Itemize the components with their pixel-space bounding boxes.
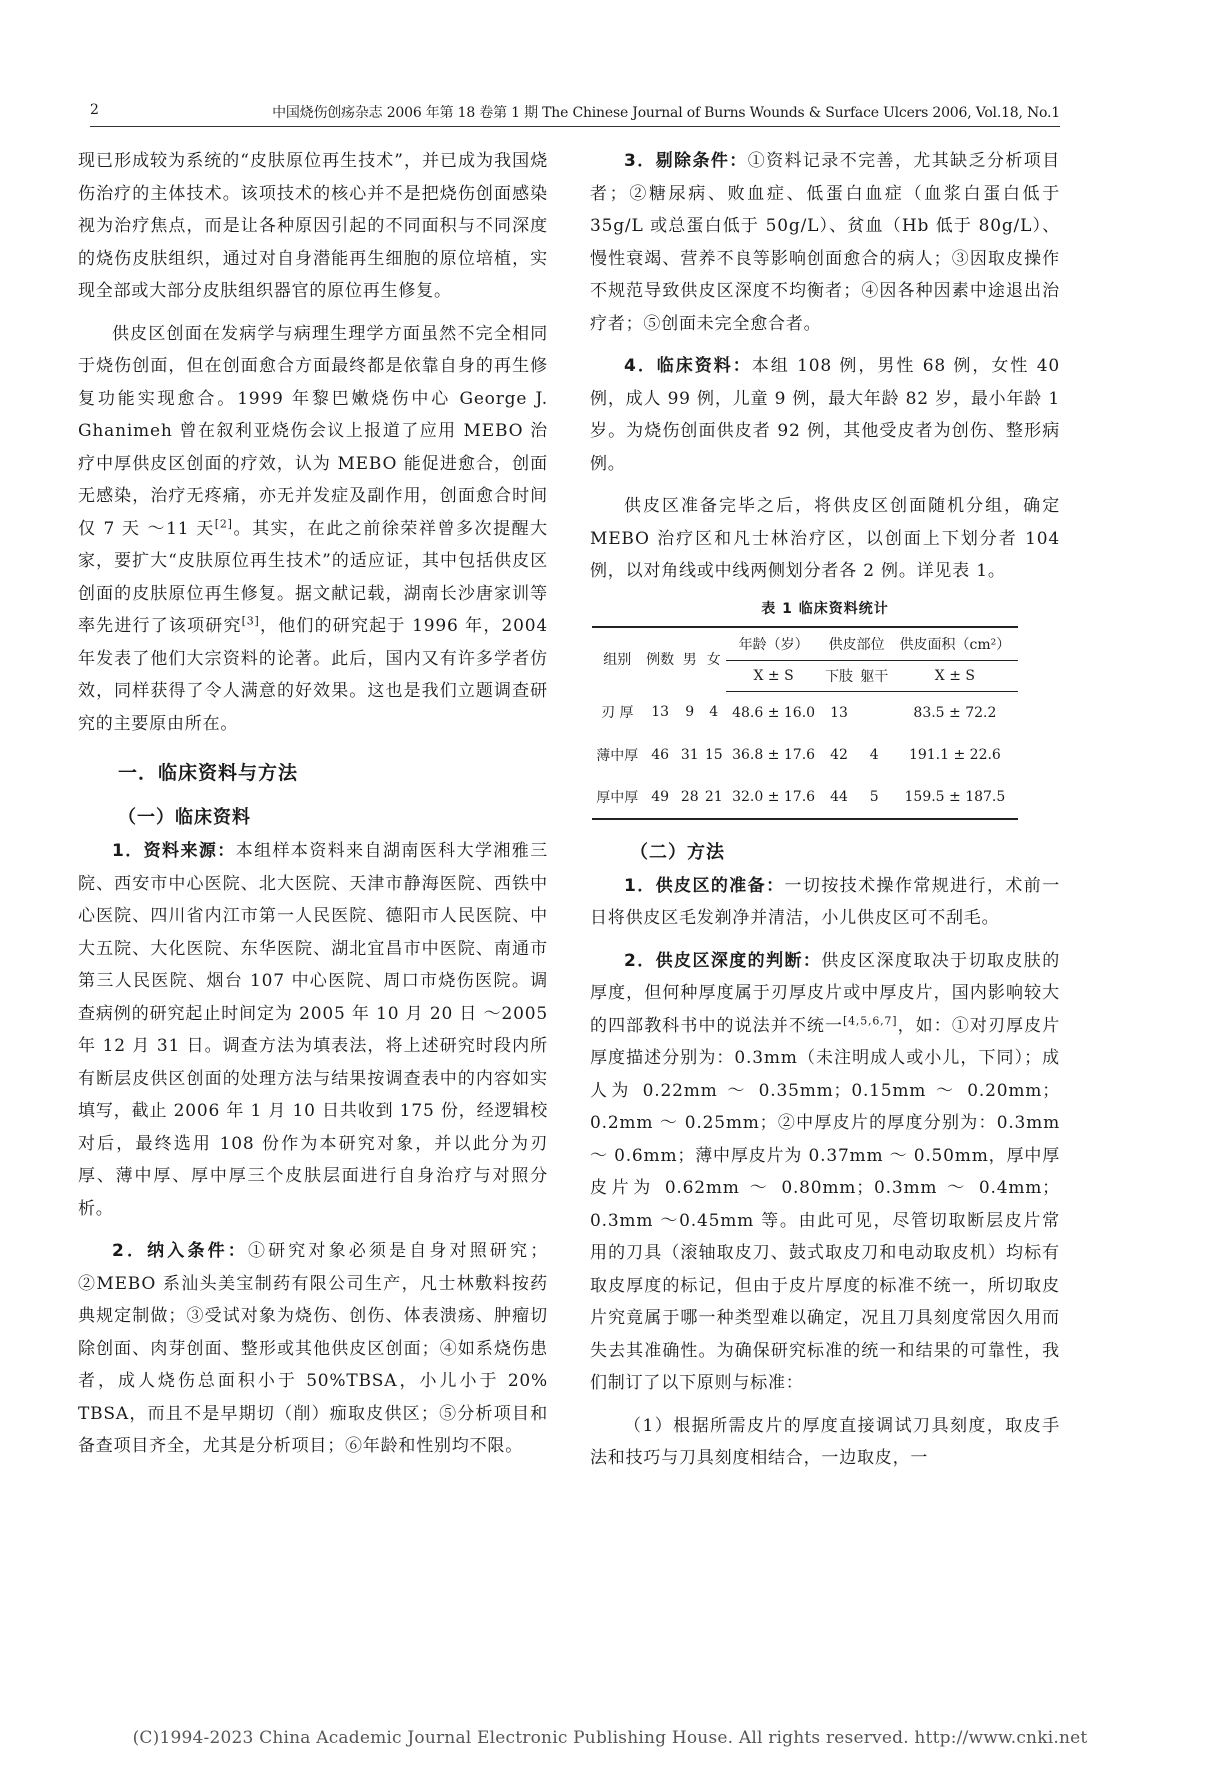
table-row xyxy=(592,734,1018,776)
citation-ref: [3] xyxy=(241,614,260,628)
cell-male: 31 xyxy=(680,746,699,763)
paragraph-inclusion-criteria xyxy=(78,1235,548,1463)
text-run: 本组 108 例，男性 68 例，女性 40 例，成人 99 例，儿童 9 例，最大年龄 82 岁，最小年龄 1 岁。为烧伤创面供皮者 92 例，其他受皮者为创伤、整形病例。 xyxy=(590,356,1060,474)
header-age-mean-sd: X ± S xyxy=(726,660,822,691)
cell-trunk: 5 xyxy=(857,776,892,819)
cell-area: 159.5 ± 187.5 xyxy=(892,776,1018,819)
header-age: 年龄（岁） xyxy=(726,627,822,661)
cell-leg: 42 xyxy=(830,746,848,763)
header-male: 男 xyxy=(678,627,702,692)
text-run: ，他们的研究起于 1996 年，2004 年发表了他们大宗资料的论著。此后，国内又有许多学者仿效，同样获得了令人满意的好效果。这也是我们立题调查研究的主要原由所在。 xyxy=(78,616,548,734)
cell-group: 刃 厚 xyxy=(601,705,634,722)
cell-area: 83.5 ± 72.2 xyxy=(913,704,997,721)
right-column xyxy=(590,145,1060,1485)
header-site-trunk: 躯干 xyxy=(857,660,892,691)
table-caption: 表 1 临床资料统计 xyxy=(761,600,889,617)
text-run: 一切按技术操作常规进行，术前一日将供皮区毛发剃净并清洁，小儿供皮区可不刮毛。 xyxy=(590,875,1061,928)
header-cases: 例数 xyxy=(643,627,678,692)
text-run: 本组样本资料来自湖南医科大学湘雅三院、西安市中心医院、北大医院、天津市静海医院、西铁中心医院、四川省内江市第一人民医院、德阳市人民医院、中大五院、大化医院、东华医院、湖北宜昌市中医院、南通市第三人民医院、烟台 107 中心医院、周口市烧伤医院。调查病例的研究起止时间定为 2005 年 10 月 20 日 ～2005 年 12 月 31 日。调查方法为填表法，将上述研究时段内所有断层皮供区创面的处理方法与结果按调查表中的内容如实填写，截止 2006 年 1 月 10 日共收到 175 份，经逻辑校对后，最终选用 108 份作为本研究对象，并以此分为刃厚、薄中厚、厚中厚三个皮肤层面进行自身治疗与对照分析。 xyxy=(78,841,548,1219)
text-run: ，如：①对刃厚皮片厚度描述分别为：0.3mm（未注明成人或小儿，下同）；成人为 0.22mm ～ 0.35mm；0.15mm ～ 0.20mm；0.2mm ～ 0.25mm；②中厚皮片的厚度分别为：0.3mm ～ 0.6mm；薄中厚皮片为 0.37mm ～ 0.50mm，厚中厚皮片为 0.62mm ～ 0.80mm；0.3mm ～ 0.4mm；0.3mm ～0.45mm 等。由此可见，尽管切取断层皮片常用的刀具（滚轴取皮刀、鼓式取皮刀和电动取皮机）均标有取皮厚度的标记，但由于皮片厚度的标准不统一，所切取皮片究竟属于哪一种类型难以确定，况且刀具刻度常因久用而失去其准确性。为确保研究标准的统一和结果的可靠性，我们制订了以下原则与标准： xyxy=(590,1015,1060,1393)
cell-cases: 46 xyxy=(651,746,670,763)
subsection-heading-methods: （二）方法 xyxy=(630,841,725,863)
paragraph-principle-1: （1）根据所需皮片的厚度直接调试刀具刻度，取皮手法和技巧与刀具刻度相结合，一边取皮，一 xyxy=(590,1415,1060,1468)
paragraph-lead-label: 2．纳入条件： xyxy=(112,1241,248,1261)
running-header xyxy=(90,100,1060,127)
text-run: ①研究对象必须是自身对照研究；②MEBO 系汕头美宝制药有限公司生产，凡士林敷料按药典规定制做；③受试对象为烧伤、创伤、体表溃疡、肿瘤切除创面、肉芽创面、整形或其他供皮区创面；④如系烧伤患者，成人烧伤总面积小于 50%TBSA，小儿小于 20% TBSA，而且不是早期切（削）痂取皮供区；⑤分析项目和备查项目齐全，尤其是分析项目；⑥年龄和性别均不限。 xyxy=(78,1241,548,1456)
paragraph-clinical-data xyxy=(590,350,1060,480)
text-run: 供皮区创面在发病学与病理生理学方面虽然不完全相同于烧伤创面，但在创面愈合方面最终都是依靠自身的再生修复功能实现愈合。1999 年黎巴嫩烧伤中心 George J. Ghanimeh 曾在叙利亚烧伤会议上报道了应用 MEBO 治疗中厚供皮区创面的疗效，认为 MEBO 能促进愈合，创面无感染，治疗无疼痛，亦无并发症及副作用，创面愈合时间仅 7 天 ～11 天 xyxy=(78,323,548,539)
header-donor-area: 供皮面积（cm²） xyxy=(892,627,1018,661)
page-number: 2 xyxy=(90,102,99,118)
text-run: 。其实，在此之前徐荣祥曾多次提醒大家，要扩大“皮肤原位再生技术”的适应证，其中包括供皮区创面的皮肤原位再生修复。据文献记载，湖南长沙唐家训等率先进行了该项研究 xyxy=(78,518,548,636)
paragraph-donor-depth xyxy=(590,945,1060,1400)
cell-group: 厚中厚 xyxy=(592,776,643,819)
cell-male: 9 xyxy=(685,704,695,721)
citation-ref: [2] xyxy=(214,516,233,530)
left-column xyxy=(78,145,548,1473)
header-area-mean-sd: X ± S xyxy=(892,660,1018,691)
header-group: 组别 xyxy=(592,627,643,692)
paragraph-lead-label: 4．临床资料： xyxy=(624,356,752,376)
cell-female: 15 xyxy=(704,746,723,763)
paragraph-lead-label: 3．剔除条件： xyxy=(624,151,748,171)
paragraph-intro-continued: 现已形成较为系统的“皮肤原位再生技术”，并已成为我国烧伤治疗的主体技术。该项技术的核心并不是把烧伤创面感染视为治疗焦点，而是让各种原因引起的不同面积与不同深度的烧伤皮肤组织，通过对自身潜能再生细胞的原位培植，实现全部或大部分皮肤组织器官的原位再生修复。 xyxy=(78,151,548,301)
section-heading-materials-methods: 一．临床资料与方法 xyxy=(118,762,299,784)
cell-age: 32.0 ± 17.6 xyxy=(726,776,822,819)
copyright-footer: (C)1994-2023 China Academic Journal Electronic Publishing House. All rights reserved. http://www.cnki.net xyxy=(132,1728,1088,1748)
header-female: 女 xyxy=(702,627,726,692)
cell-female: 21 xyxy=(702,776,726,819)
cell-trunk xyxy=(857,691,892,734)
header-donor-site: 供皮部位 xyxy=(821,627,891,661)
cell-trunk: 4 xyxy=(869,746,879,763)
paragraph-exclusion-criteria xyxy=(590,145,1060,340)
cell-male: 28 xyxy=(678,776,702,819)
paragraph-data-source xyxy=(78,835,548,1225)
paragraph-donor-site-background xyxy=(78,318,548,741)
paragraph-lead-label: 2．供皮区深度的判断： xyxy=(624,950,822,971)
cell-cases: 13 xyxy=(651,704,670,721)
clinical-data-table xyxy=(592,626,1018,820)
cell-leg: 44 xyxy=(821,776,856,819)
journal-running-head: 中国烧伤创疡杂志 2006 年第 18 卷第 1 期 The Chinese Journal of Burns Wounds & Surface Ulcers 2006, Vol.18, No.1 xyxy=(272,105,1060,121)
cell-leg: 13 xyxy=(830,704,848,721)
text-run: 供皮区深度取决于切取皮肤的厚度，但何种厚度属于刃厚皮片或中厚皮片，国内影响较大的四部教科书中的说法并不统一 xyxy=(590,950,1060,1036)
table-row xyxy=(592,691,1018,734)
text-run: ①资料记录不完善，尤其缺乏分析项目者；②糖尿病、败血症、低蛋白血症（血浆白蛋白低于 35g/L 或总蛋白低于 50g/L）、贫血（Hb 低于 80g/L）、慢性衰竭、营养不良等影响创面愈合的病人；③因取皮操作不规范导致供皮区深度不均衡者；④因各种因素中途退出治疗者；⑤创面未完全愈合者。 xyxy=(590,151,1060,334)
table-row xyxy=(592,776,1018,819)
cell-cases: 49 xyxy=(643,776,678,819)
paragraph-lead-label: 1．供皮区的准备： xyxy=(624,875,785,896)
paragraph-grouping: 供皮区准备完毕之后，将供皮区创面随机分组，确定 MEBO 治疗区和凡士林治疗区，以创面上下划分者 104 例，以对角线或中线两侧划分者各 2 例。详见表 1。 xyxy=(590,496,1060,581)
cell-female: 4 xyxy=(709,704,719,721)
cell-age: 48.6 ± 16.0 xyxy=(732,704,816,721)
header-site-lower-limb: 下肢 xyxy=(821,660,856,691)
cell-area: 191.1 ± 22.6 xyxy=(908,746,1001,763)
cell-group: 薄中厚 xyxy=(596,747,639,764)
citation-ref: [4,5,6,7] xyxy=(843,1013,898,1027)
paragraph-lead-label: 1．资料来源： xyxy=(112,841,236,861)
paragraph-donor-preparation xyxy=(590,870,1060,935)
subsection-heading-clinical-data: （一）临床资料 xyxy=(118,807,251,828)
cell-age: 36.8 ± 17.6 xyxy=(732,746,816,763)
